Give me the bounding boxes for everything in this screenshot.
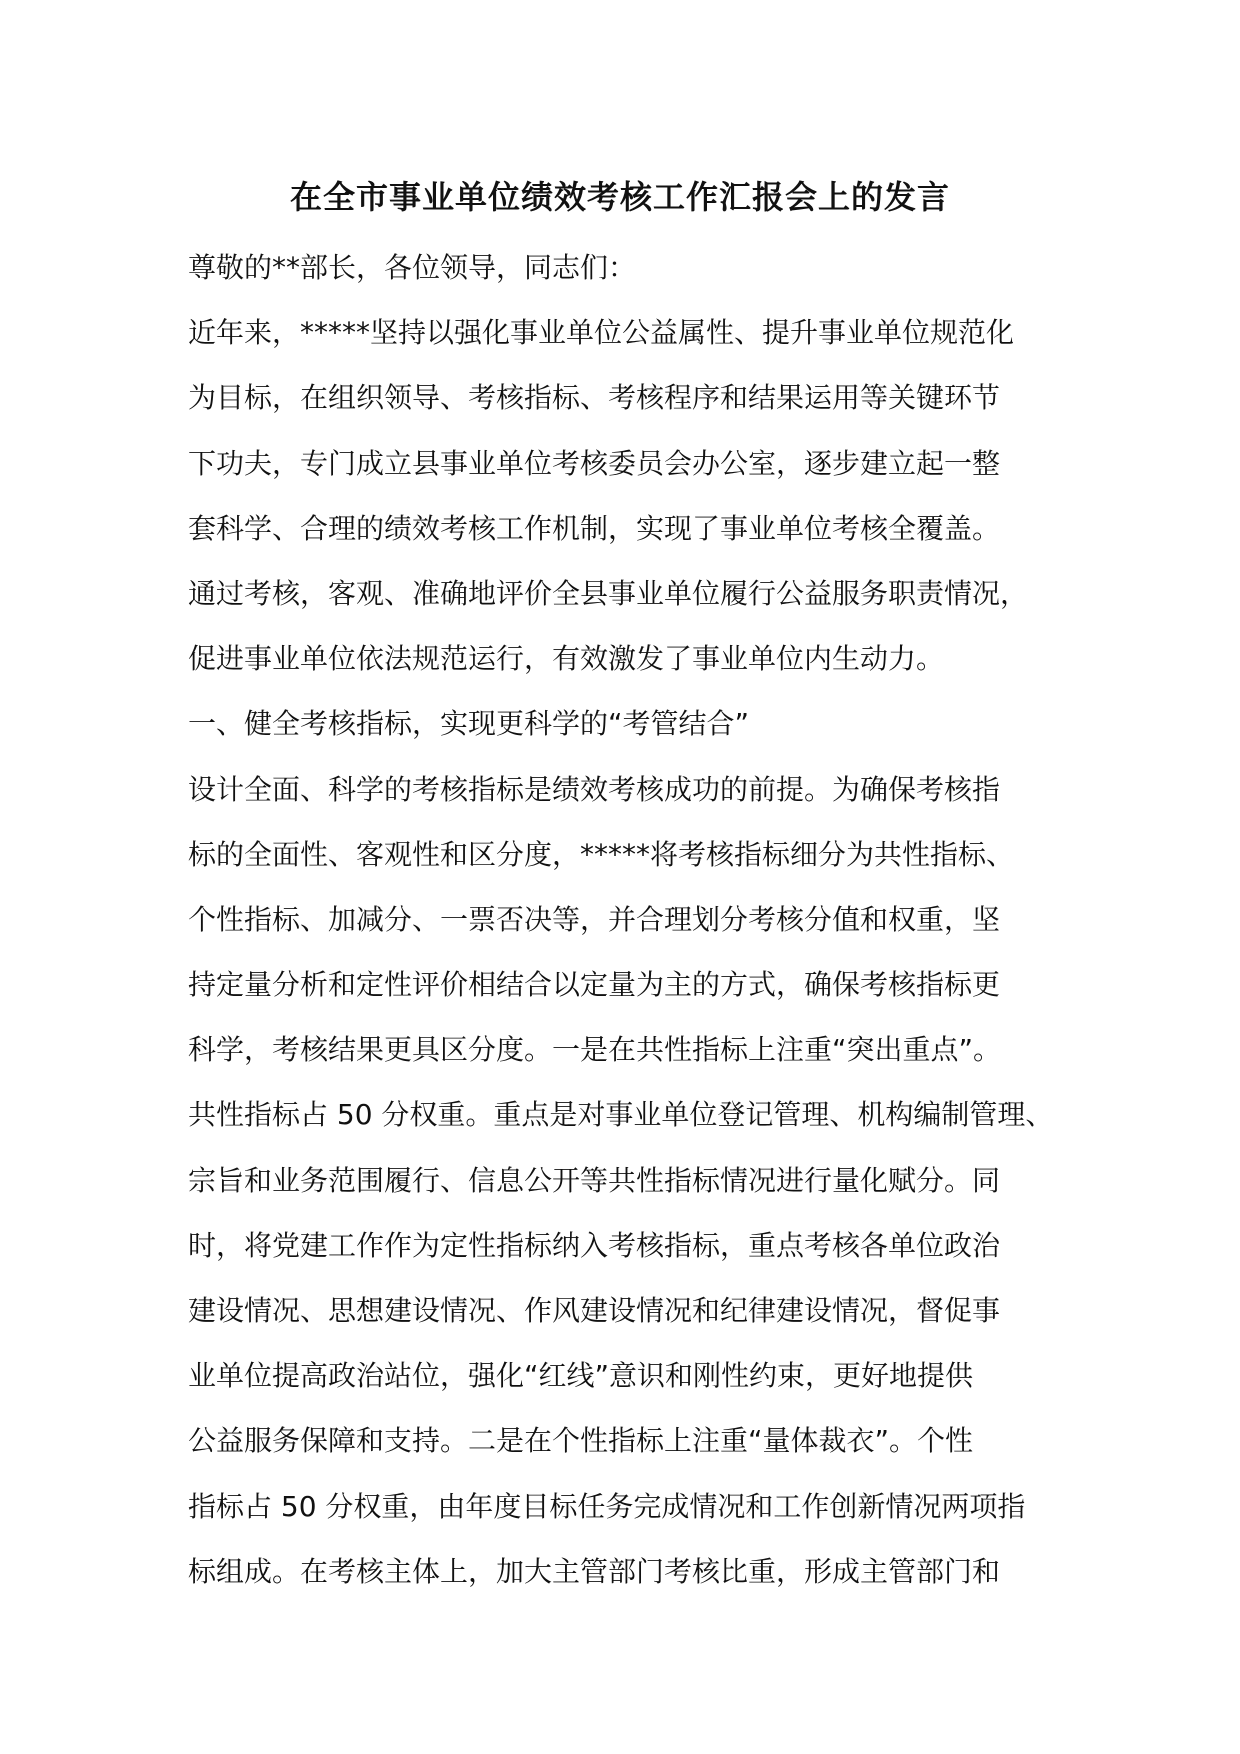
text-line: 科学，考核结果更具区分度。一是在共性指标上注重“突出重点”。 — [188, 1033, 1002, 1067]
document-title: 在全市事业单位绩效考核工作汇报会上的发言 — [289, 178, 950, 216]
text-line: 标的全面性、客观性和区分度，*****将考核指标细分为共性指标、 — [188, 837, 1015, 871]
text-line: 标组成。在考核主体上，加大主管部门考核比重，形成主管部门和 — [188, 1554, 1001, 1588]
text-line: 促进事业单位依法规范运行，有效激发了事业单位内生动力。 — [188, 642, 945, 676]
text-line: 个性指标、加减分、一票否决等，并合理划分考核分值和权重，坚 — [188, 902, 1001, 936]
text-line: 时，将党建工作作为定性指标纳入考核指标，重点考核各单位政治 — [188, 1228, 1001, 1262]
text-line: 尊敬的**部长，各位领导，同志们： — [188, 251, 637, 284]
text-line: 宗旨和业务范围履行、信息公开等共性指标情况进行量化赋分。同 — [188, 1163, 1001, 1197]
text-line: 指标占 50 分权重，由年度目标任务完成情况和工作创新情况两项指 — [188, 1489, 1026, 1523]
text-line: 近年来，*****坚持以强化事业单位公益属性、提升事业单位规范化 — [188, 316, 1015, 350]
text-line: 建设情况、思想建设情况、作风建设情况和纪律建设情况，督促事 — [188, 1294, 1001, 1327]
section-heading: 一、健全考核指标，实现更科学的“考管结合” — [188, 707, 750, 741]
document-body — [188, 235, 1088, 1604]
text-line: 业单位提高政治站位，强化“红线”意识和刚性约束，更好地提供 — [188, 1359, 974, 1393]
text-line: 为目标，在组织领导、考核指标、考核程序和结果运用等关键环节 — [188, 381, 1001, 415]
text-line: 通过考核，客观、准确地评价全县事业单位履行公益服务职责情况， — [188, 576, 1029, 610]
text-line: 设计全面、科学的考核指标是绩效考核成功的前提。为确保考核指 — [188, 772, 1001, 806]
text-line: 共性指标占 50 分权重。重点是对事业单位登记管理、机构编制管理、 — [188, 1098, 1054, 1132]
text-line: 公益服务保障和支持。二是在个性指标上注重“量体裁衣”。个性 — [188, 1424, 974, 1458]
text-line: 持定量分析和定性评价相结合以定量为主的方式，确保考核指标更 — [188, 968, 1001, 1002]
text-line: 套科学、合理的绩效考核工作机制，实现了事业单位考核全覆盖。 — [188, 511, 1001, 545]
text-line: 下功夫，专门成立县事业单位考核委员会办公室，逐步建立起一整 — [188, 446, 1001, 480]
